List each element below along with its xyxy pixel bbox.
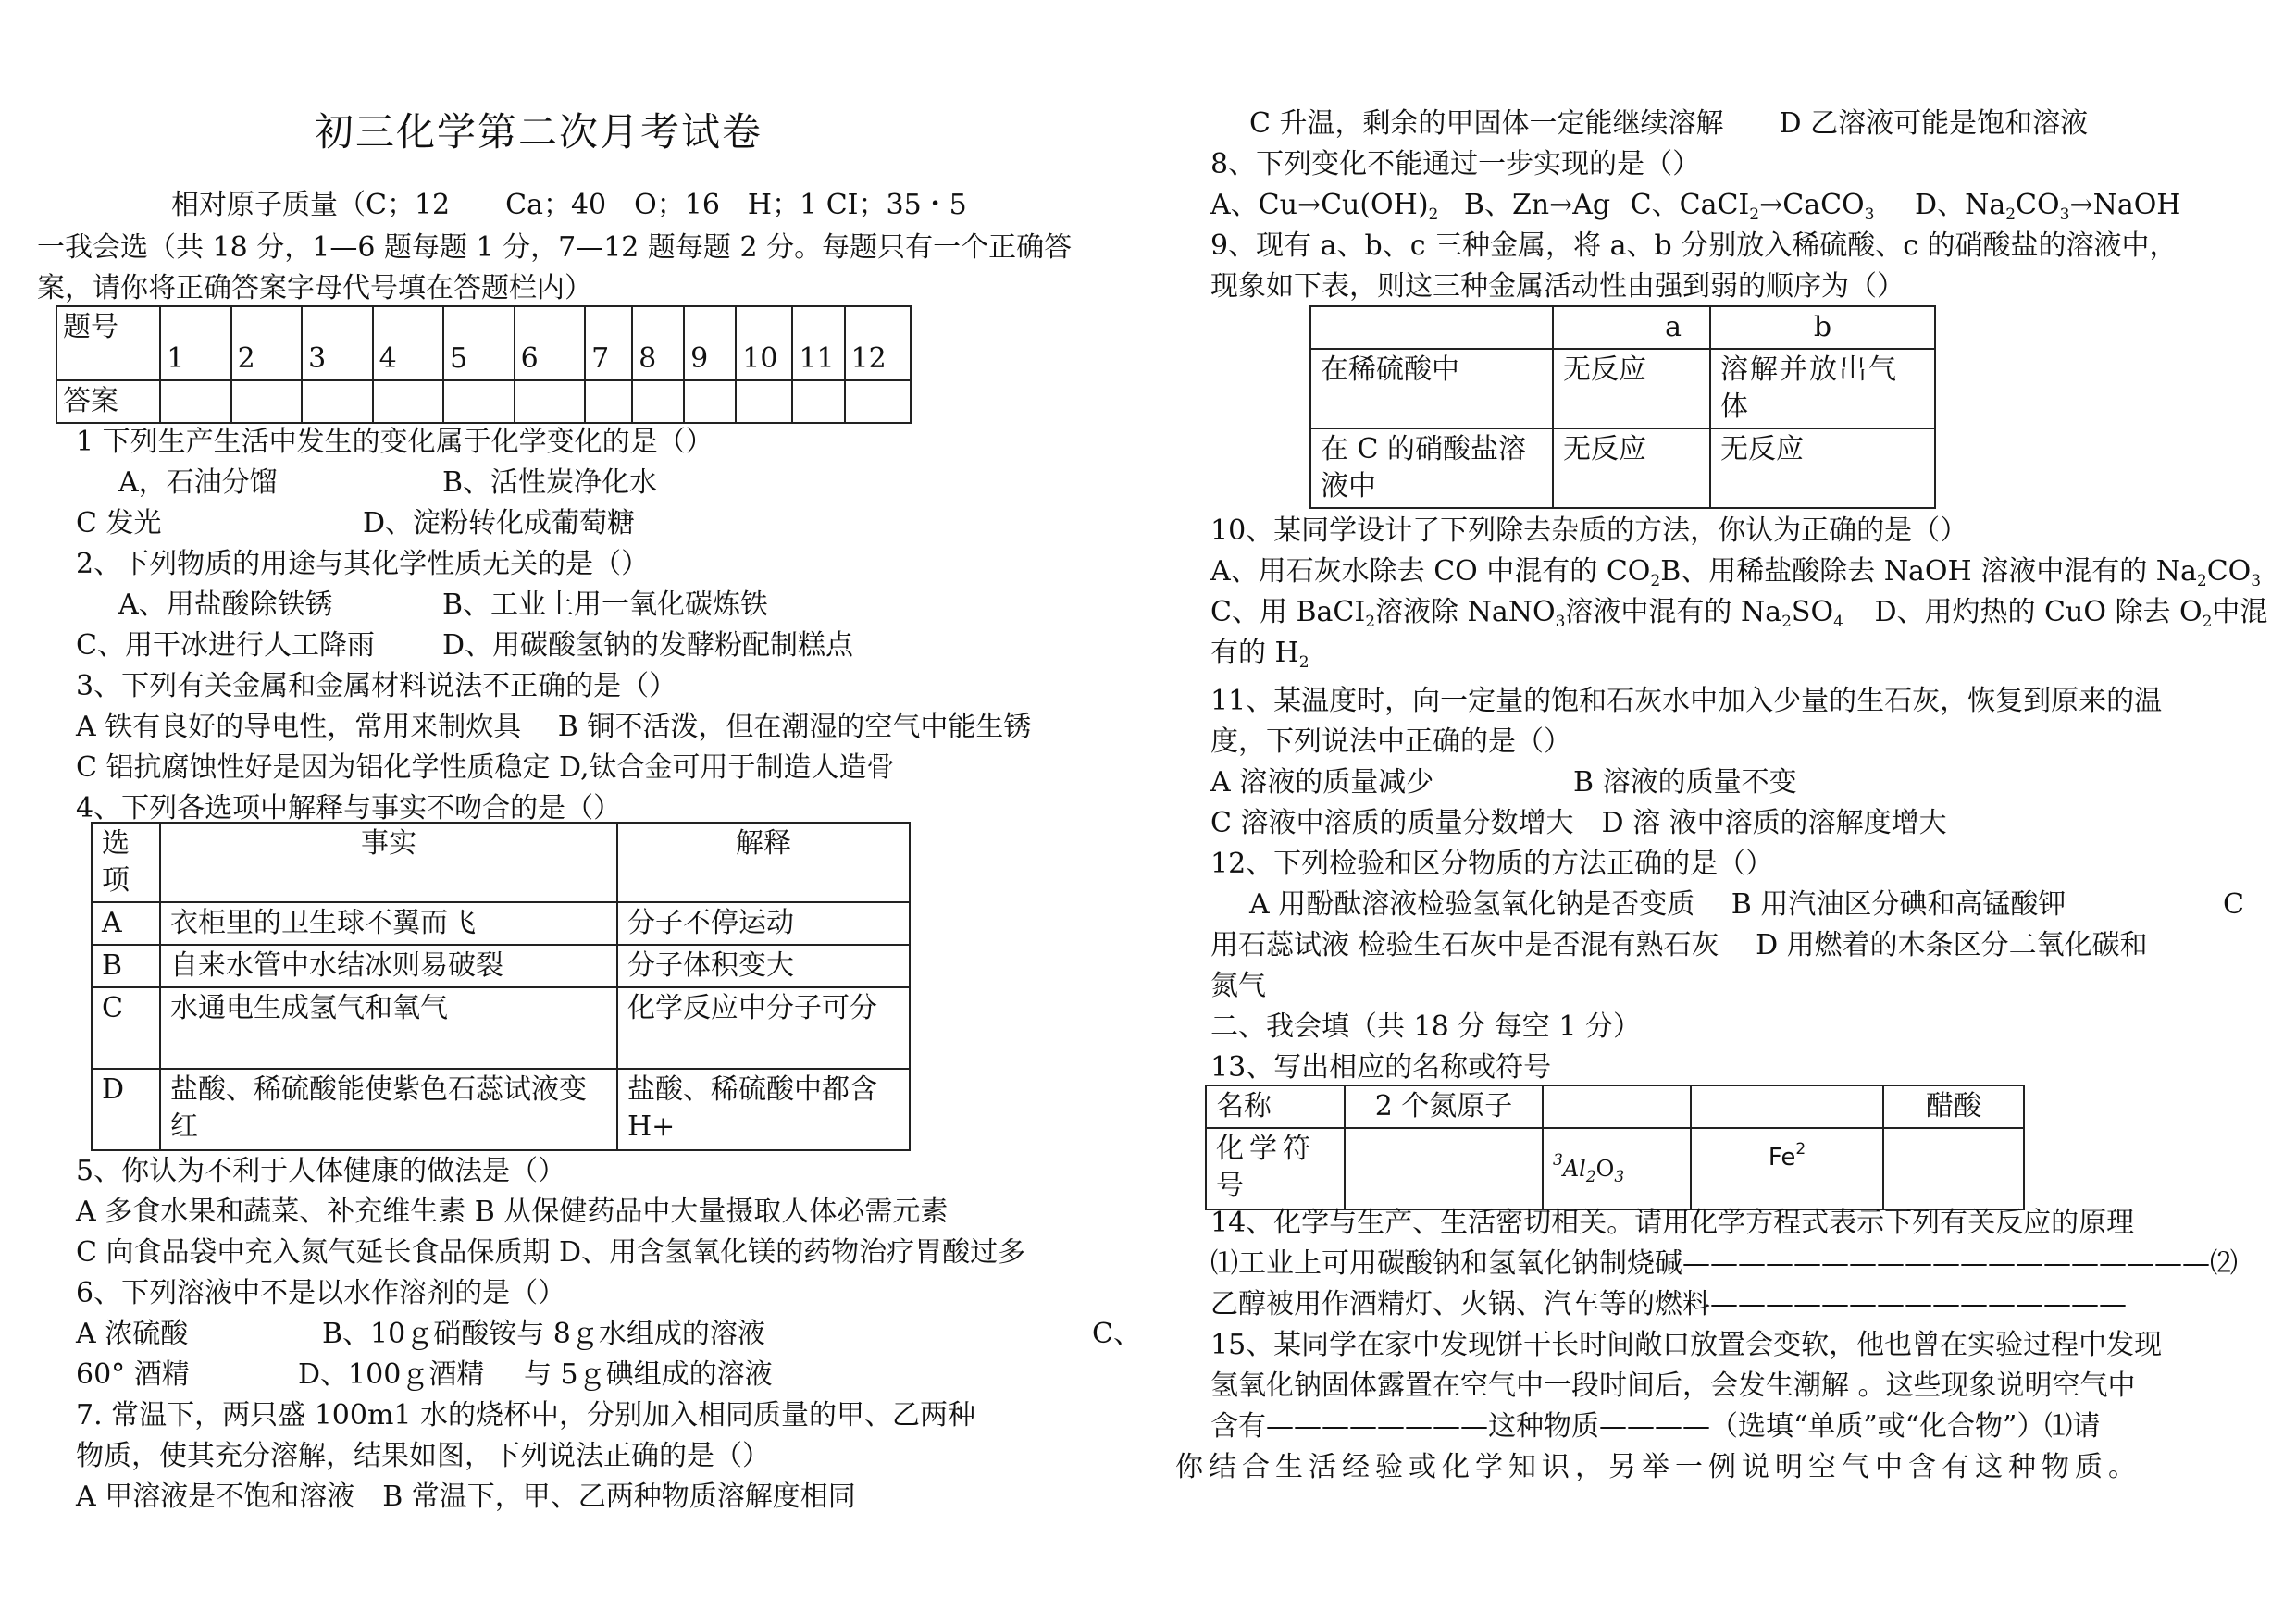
q10-option-b: B、用稀盐酸除去 NaOH 溶液中混有的 Na [1660, 555, 2197, 588]
q4-table [91, 822, 911, 1151]
q4-cell: 衣柜里的卫生球不翼而飞 [160, 902, 617, 945]
q8-option-c-cont: →CaCO [1759, 189, 1865, 221]
answer-cell[interactable] [792, 380, 844, 423]
o-symbol: O [1595, 1156, 1615, 1182]
q8-option-c: C、CaCI [1630, 189, 1750, 221]
q9-cell: 无反应 [1710, 428, 1935, 508]
q9-cell: 溶解并放出气体 [1710, 349, 1935, 428]
answer-number: 11 [792, 306, 844, 380]
answer-number: 9 [684, 306, 736, 380]
q4-cell: 分子体积变大 [617, 945, 910, 987]
q8-stem: 8、下列变化不能通过一步实现的是（） [1210, 148, 1701, 180]
q15-line3: 含有————————这种物质————（选填“单质”或“化合物”）⑴请 [1210, 1410, 2101, 1443]
q9-cell: 无反应 [1553, 349, 1710, 428]
q2-option-b: B、工业上用一氧化碳炼铁 [442, 589, 769, 621]
fe-symbol: Fe [1768, 1144, 1796, 1172]
q10-option-d: D、用灼热的 CuO 除去 O [1874, 596, 2203, 628]
q13-cell[interactable] [1691, 1085, 1883, 1128]
atomic-mass-line: 相对原子质量（C；12 Ca；40 O；16 H；1 CI；35・5 [171, 189, 967, 221]
q4-cell: D [92, 1069, 160, 1150]
answer-number: 10 [736, 306, 792, 380]
answer-number: 7 [585, 306, 632, 380]
q10-option-d-cont: 中混 [2212, 596, 2268, 628]
q13-cell[interactable] [1543, 1085, 1691, 1128]
q1-option-d: D、淀粉转化成葡萄糖 [363, 507, 636, 539]
answer-table-label-number: 题号 [56, 306, 160, 380]
q4-cell: 分子不停运动 [617, 902, 910, 945]
subscript: 3 [1864, 205, 1875, 224]
subscript: 2 [1365, 613, 1376, 631]
page-title: 初三化学第二次月考试卷 [315, 109, 763, 155]
q4-cell: A [92, 902, 160, 945]
answer-cell[interactable] [632, 380, 684, 423]
subscript: 2 [1585, 1168, 1596, 1186]
q13-cell: 2 个氮原子 [1345, 1085, 1543, 1128]
answer-table-label-answer: 答案 [56, 380, 160, 423]
q4-cell: 化学反应中分子可分 [617, 987, 910, 1069]
q3-line2: C 铝抗腐蚀性好是因为铝化学性质稳定 D,钛合金可用于制造人造骨 [76, 751, 895, 784]
answer-number: 5 [443, 306, 514, 380]
answer-number: 12 [845, 306, 911, 380]
q12-line2: 用石蕊试液 检验生石灰中是否混有熟石灰 D 用燃着的木条区分二氧化碳和 [1210, 929, 2148, 961]
table-row [92, 987, 910, 1069]
q3-stem: 3、下列有关金属和金属材料说法不正确的是（） [76, 670, 677, 702]
q13-cell[interactable] [1345, 1128, 1543, 1209]
q6-option-d-cont: 与 5ｇ碘组成的溶液 [524, 1358, 773, 1391]
q10-option-c-cont3: SO [1791, 596, 1834, 628]
q9-table [1309, 305, 1936, 509]
q11-option-b: B 溶液的质量不变 [1573, 766, 1797, 799]
table-row [1206, 1128, 2024, 1209]
q10-option-c-cont2: 溶液中混有的 Na [1565, 596, 1782, 628]
table-row [92, 902, 910, 945]
answer-table-number-row [56, 306, 911, 380]
answer-number: 1 [160, 306, 230, 380]
q2-option-c: C、用干冰进行人工降雨 [76, 629, 375, 662]
q9-cell: 在稀硫酸中 [1310, 349, 1553, 428]
superscript: 3 [1553, 1151, 1563, 1170]
q6-option-c-label: C、 [1092, 1318, 1141, 1350]
subscript: 3 [1555, 613, 1566, 631]
q3-line1: A 铁有良好的导电性，常用来制炊具 B 铜不活泼，但在潮湿的空气中能生锈 [76, 711, 1032, 743]
q1-option-a: A，石油分馏 [118, 466, 278, 499]
q15-line1: 15、某同学在家中发现饼干长时间敞口放置会变软，他也曾在实验过程中发现 [1210, 1329, 2163, 1361]
answer-number: 3 [302, 306, 372, 380]
q10-option-c: C、用 BaCI [1210, 596, 1366, 628]
answer-table-answer-row [56, 380, 911, 423]
answer-cell[interactable] [845, 380, 911, 423]
q1-option-b: B、活性炭净化水 [442, 466, 658, 499]
q8-option-b: B、Zn→Ag [1463, 189, 1611, 221]
q10-stem: 10、某同学设计了下列除去杂质的方法，你认为正确的是（） [1210, 514, 1968, 547]
q11-option-a: A 溶液的质量减少 [1210, 766, 1434, 799]
q14-line3: 乙醇被用作酒精灯、火锅、汽车等的燃料——————————————— [1210, 1288, 2127, 1320]
q4-cell: B [92, 945, 160, 987]
answer-cell[interactable] [373, 380, 443, 423]
q12-option-c-label: C [2223, 888, 2244, 921]
q10-option-c-cont: 溶液除 NaNO [1375, 596, 1556, 628]
section2-heading: 二、我会填（共 18 分 每空 1 分） [1210, 1010, 1641, 1043]
subscript: 2 [2196, 572, 2207, 590]
q8-option-d: D、Na [1915, 189, 2006, 221]
q8-option-d-cont: CO [2016, 189, 2060, 221]
q5-line2: C 向食品袋中充入氮气延长食品保质期 D、用含氢氧化镁的药物治疗胃酸过多 [76, 1236, 1026, 1269]
answer-cell[interactable] [160, 380, 230, 423]
q14-line1: 14、化学与生产、生活密切相关。请用化学方程式表示下列有关反应的原理 [1210, 1207, 2135, 1239]
q4-cell: 自来水管中水结冰则易破裂 [160, 945, 617, 987]
q4-cell: 盐酸、稀硫酸中都含H+ [617, 1069, 910, 1150]
subscript: 2 [1428, 205, 1439, 224]
q7-line1: 7. 常温下，两只盛 100m1 水的烧杯中，分别加入相同质量的甲、乙两种 [76, 1399, 976, 1432]
q10-option-d-end: 有的 H [1210, 637, 1299, 669]
table-row [1310, 349, 1935, 428]
q14-line2: ⑴工业上可用碳酸钠和氢氧化钠制烧碱———————————————————⑵ [1210, 1247, 2238, 1280]
q13-cell-al2o3 [1543, 1128, 1691, 1209]
subscript: 2 [1298, 653, 1309, 672]
q9-cell [1310, 306, 1553, 349]
answer-number: 8 [632, 306, 684, 380]
q2-option-a: A、用盐酸除铁锈 [118, 589, 333, 621]
section1-heading-cont: 案，请你将正确答案字母代号填在答题栏内） [37, 272, 592, 304]
q7-option-cd: C 升温，剩余的甲固体一定能继续溶解 D 乙溶液可能是饱和溶液 [1249, 107, 2089, 140]
table-row [92, 945, 910, 987]
answer-number: 4 [373, 306, 443, 380]
superscript: 2 [1795, 1140, 1806, 1159]
answer-table [56, 305, 912, 424]
q4-header-explanation: 解释 [617, 823, 910, 902]
q9-cell: 在 C 的硝酸盐溶液中 [1310, 428, 1553, 508]
q8-options [1210, 187, 2180, 233]
q10-line2 [1210, 594, 2267, 640]
q12-line1: A 用酚酞溶液检验氢氧化钠是否变质 B 用汽油区分碘和高锰酸钾 [1249, 888, 2066, 921]
answer-cell[interactable] [443, 380, 514, 423]
q10-option-b-cont: CO [2206, 555, 2252, 588]
q5-stem: 5、你认为不利于人体健康的做法是（） [76, 1155, 566, 1187]
subscript: 2 [1650, 572, 1661, 590]
q15-line2: 氢氧化钠固体露置在空气中一段时间后，会发生潮解 。这些现象说明空气中 [1210, 1370, 2136, 1402]
q9-line1: 9、现有 a、b、c 三种金属，将 a、b 分别放入稀硫酸、c 的硝酸盐的溶液中， [1210, 229, 2178, 262]
answer-number: 6 [515, 306, 585, 380]
q4-header-option: 选项 [92, 823, 160, 902]
q13-cell-fe [1691, 1128, 1883, 1209]
q8-option-d-end: →NaOH [2069, 189, 2181, 221]
q13-stem: 13、写出相应的名称或符号 [1210, 1051, 1552, 1084]
q4-cell: 盐酸、稀硫酸能使紫色石蕊试液变红 [160, 1069, 617, 1150]
q12-stem: 12、下列检验和区分物质的方法正确的是（） [1210, 848, 1774, 880]
q4-cell: 水通电生成氢气和氧气 [160, 987, 617, 1069]
q9-cell: 无反应 [1553, 428, 1710, 508]
q4-stem: 4、下列各选项中解释与事实不吻合的是（） [76, 792, 622, 824]
q5-line1: A 多食水果和蔬菜、补充维生素 B 从保健药品中大量摄取人体必需元素 [76, 1196, 949, 1228]
table-row [92, 1069, 910, 1150]
q1-stem: 1 下列生产生活中发生的变化属于化学变化的是（） [76, 426, 714, 458]
q9-header-a: a [1553, 306, 1710, 349]
q13-cell: 醋酸 [1883, 1085, 2024, 1128]
q4-header-fact: 事实 [160, 823, 617, 902]
q6-option-c: 60° 酒精 [76, 1358, 190, 1391]
q10-line3 [1210, 635, 1309, 681]
q2-stem: 2、下列物质的用途与其化学性质无关的是（） [76, 548, 650, 580]
q11-option-cd: C 溶液中溶质的质量分数增大 D 溶 液中溶质的溶解度增大 [1210, 807, 1947, 839]
q6-stem: 6、下列溶液中不是以水作溶剂的是（） [76, 1277, 566, 1309]
answer-cell[interactable] [736, 380, 792, 423]
q11-line2: 度，下列说法中正确的是（） [1210, 725, 1571, 758]
q6-option-a: A 浓硫酸 [76, 1318, 189, 1350]
q4-table-header [92, 823, 910, 902]
q9-table-header [1310, 306, 1935, 349]
subscript: 3 [2059, 205, 2070, 224]
q13-symbol-label: 化学符号 [1206, 1128, 1345, 1209]
q8-option-a: A、Cu→Cu(OH) [1210, 189, 1429, 221]
subscript: 4 [1833, 613, 1843, 631]
subscript: 2 [2202, 613, 2213, 631]
q13-name-label: 名称 [1206, 1085, 1345, 1128]
q1-option-c: C 发光 [76, 507, 162, 539]
q10-line1 [1210, 553, 2261, 600]
table-row [1310, 428, 1935, 508]
al-symbol: Al [1562, 1156, 1586, 1182]
answer-cell[interactable] [585, 380, 632, 423]
answer-cell[interactable] [302, 380, 372, 423]
q6-option-b: B、10ｇ硝酸铵与 8ｇ水组成的溶液 [322, 1318, 765, 1350]
q12-line3: 氮气 [1210, 970, 1266, 1002]
answer-cell[interactable] [231, 380, 302, 423]
answer-number: 2 [231, 306, 302, 380]
subscript: 2 [2005, 205, 2017, 224]
q10-option-a: A、用石灰水除去 CO 中混有的 CO [1210, 555, 1651, 588]
q15-line4: 你结合生活经验或化学知识，另举一例说明空气中含有这种物质。 [1175, 1451, 2141, 1483]
q13-cell[interactable] [1883, 1128, 2024, 1209]
answer-cell[interactable] [515, 380, 585, 423]
subscript: 3 [1614, 1168, 1625, 1186]
q2-option-d: D、用碳酸氢钠的发酵粉配制糕点 [442, 629, 854, 662]
q13-table [1205, 1085, 2025, 1210]
subscript: 3 [2251, 572, 2262, 590]
q7-line3: A 甲溶液是不饱和溶液 B 常温下，甲、乙两种物质溶解度相同 [76, 1481, 856, 1513]
q7-line2: 物质，使其充分溶解，结果如图，下列说法正确的是（） [76, 1440, 770, 1472]
q6-option-d: D、100ｇ酒精 [298, 1358, 485, 1391]
answer-cell[interactable] [684, 380, 736, 423]
subscript: 2 [1781, 613, 1792, 631]
q11-line1: 11、某温度时，向一定量的饱和石灰水中加入少量的生石灰，恢复到原来的温 [1210, 685, 2163, 717]
q9-header-b: b [1710, 306, 1935, 349]
subscript: 2 [1749, 205, 1760, 224]
section1-heading: 一我会选（共 18 分，1—6 题每题 1 分，7—12 题每题 2 分。每题只有一个正确答 [37, 231, 1073, 264]
table-row [1206, 1085, 2024, 1128]
q9-line2: 现象如下表，则这三种金属活动性由强到弱的顺序为（） [1210, 270, 1905, 303]
q4-cell: C [92, 987, 160, 1069]
